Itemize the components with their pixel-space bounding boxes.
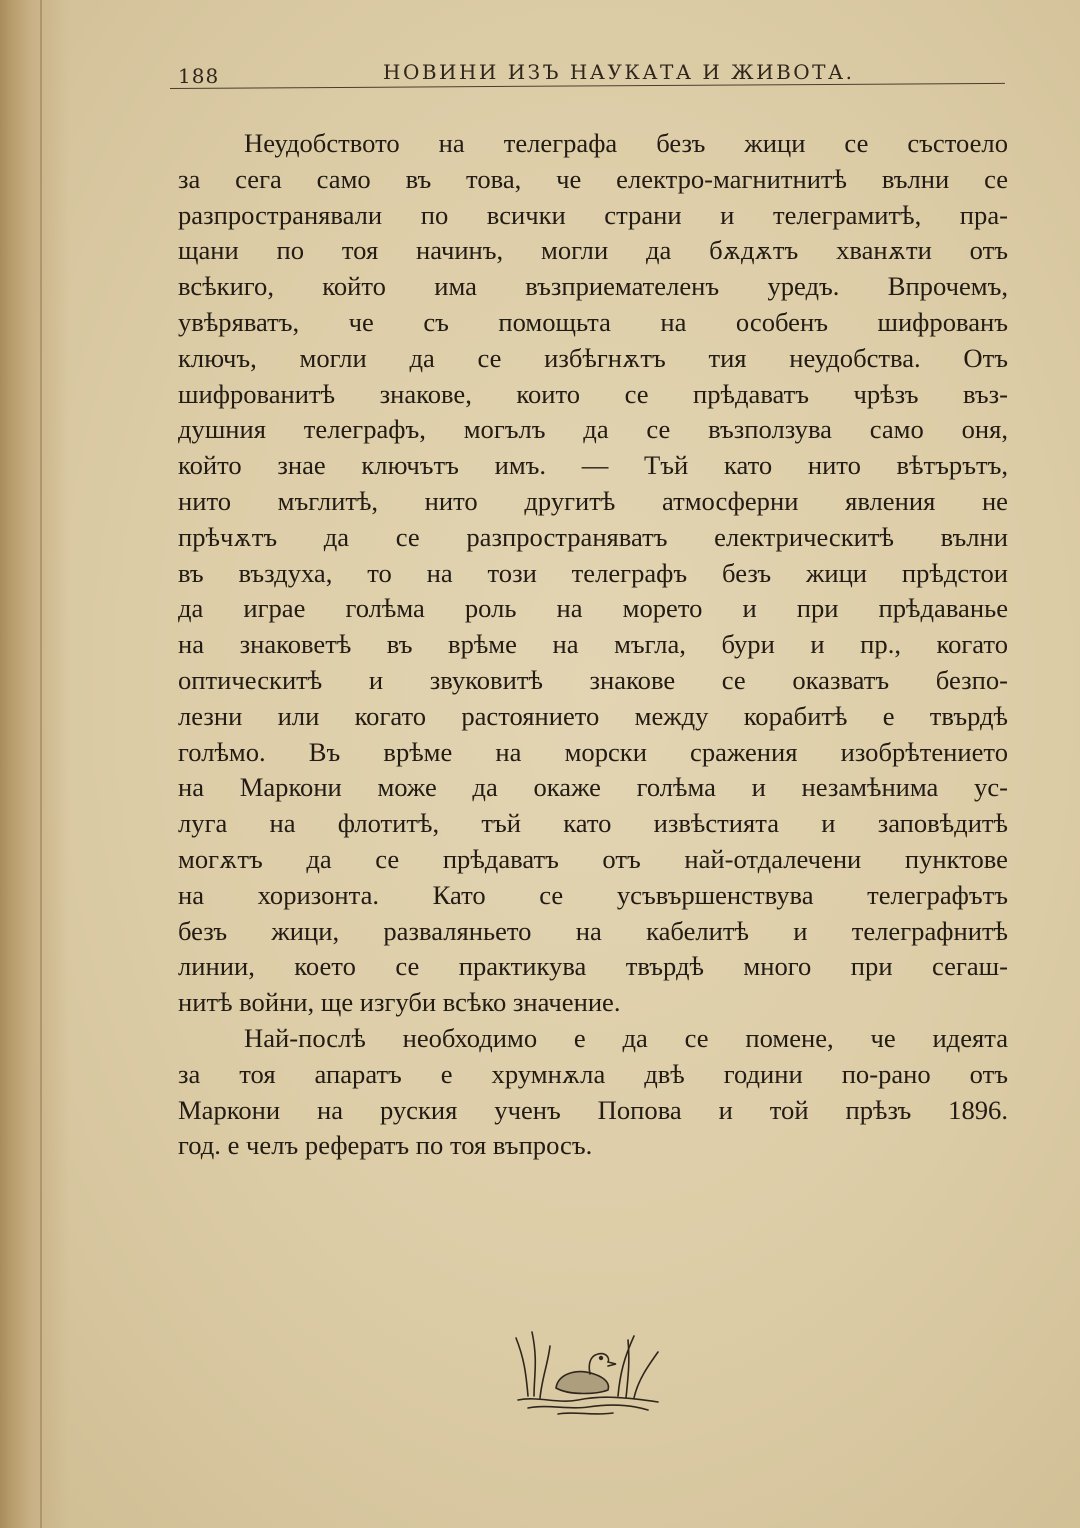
text-line: за сега само въ това, че електро-магнитнитѣ вълни се [178, 163, 1008, 194]
text-line: линии, което се практикува твърдѣ много при сегаш- [178, 951, 1008, 982]
running-title: НОВИНИ ИЗЪ НАУКАТА И ЖИВОТА. [383, 60, 855, 84]
text-line: нитѣ войни, ще изгуби всѣко значение. [178, 987, 621, 1018]
text-line: лезни или когато растоянието между корабитѣ е твърдѣ [178, 700, 1008, 731]
text-line: да играе голѣма роль на морето и при прѣдаванье [178, 593, 1008, 624]
article-body [178, 126, 1008, 1164]
text-line: Неудобството на телеграфа безъ жици се състоело [244, 128, 1008, 158]
text-line: ключъ, могли да се избѣгнѫтъ тия неудобства. Отъ [178, 342, 1008, 373]
text-line: нито мъглитѣ, нито другитѣ атмосферни явления не [178, 485, 1008, 516]
text-line: разпространявали по всички страни и телеграмитѣ, пра- [178, 199, 1008, 230]
text-line: Маркони на руския ученъ Попова и той прѣзъ 1896. [178, 1094, 1008, 1125]
text-line: щани по тоя начинъ, могли да бѫдѫтъ хванѫти отъ [178, 235, 1008, 266]
paragraph-2 [178, 1021, 1008, 1164]
text-line: безъ жици, разваляньето на кабелитѣ и телеграфнитѣ [178, 915, 1008, 946]
text-line: на хоризонта. Като се усъвършенствува телеграфътъ [178, 879, 1008, 910]
text-line: прѣчѫтъ да се разпространяватъ електрическитѣ вълни [178, 521, 1008, 552]
text-line: год. е челъ рефератъ по тоя въпросъ. [178, 1130, 593, 1161]
text-line: могѫтъ да се прѣдаватъ отъ най-отдалечени пунктове [178, 843, 1008, 874]
text-line: голѣмо. Въ врѣме на морски сражения изобрѣтението [178, 736, 1008, 767]
gutter-fold-line [40, 0, 42, 1528]
text-line: оптическитѣ и звуковитѣ знакове се оказватъ безпо- [178, 664, 1008, 695]
paragraph-1 [178, 126, 1008, 1021]
text-line: на знаковетѣ въ врѣме на мъгла, бури и пр., когато [178, 629, 1008, 660]
text-line: увѣряватъ, че съ помощьта на особенъ шифрованъ [178, 306, 1008, 337]
text-line: който знае ключътъ имъ. — Тъй като нито вѣтърътъ, [178, 450, 1008, 481]
page-number: 188 [178, 64, 220, 88]
text-line: всѣкиго, който има възприемателенъ уредъ. Впрочемъ, [178, 271, 1008, 302]
text-line: на Маркони може да окаже голѣма и незамѣнима ус- [178, 772, 1008, 803]
text-line: въ въздуха, то на този телеграфъ безъ жици прѣдстои [178, 557, 1008, 588]
text-line: за тоя апаратъ е хрумнѫла двѣ години по-рано отъ [178, 1058, 1008, 1089]
page-gutter-shadow [0, 0, 70, 1528]
text-line: луга на флотитѣ, тъй като извѣстията и заповѣдитѣ [178, 808, 1008, 839]
text-line: Най-послѣ необходимо е да се помене, че идеята [244, 1022, 1008, 1053]
text-line: шифрованитѣ знакове, които се прѣдаватъ чрѣзъ въз- [178, 378, 1008, 409]
text-line: душния телеграфъ, могълъ да се възползува само оня, [178, 414, 1008, 445]
duck-vignette-icon [498, 1318, 678, 1418]
